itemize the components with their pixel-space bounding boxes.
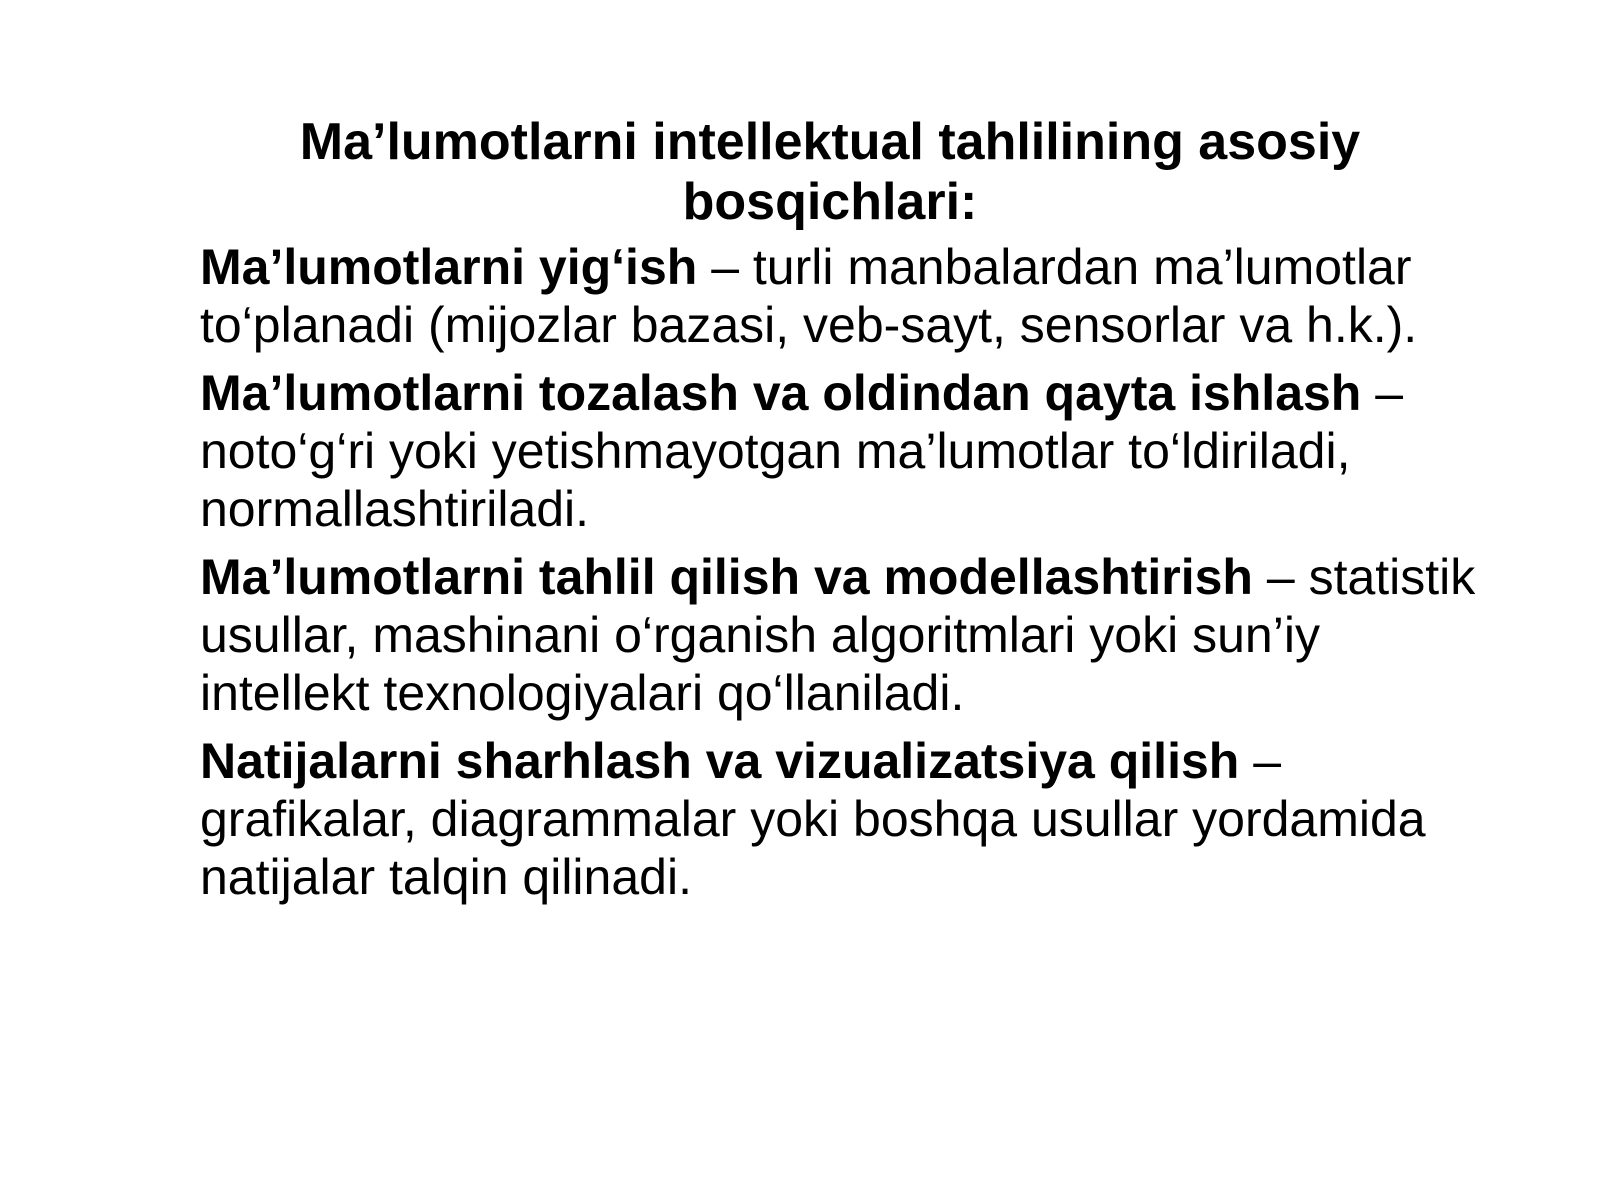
list-item <box>200 732 1480 906</box>
stage-description: – noto‘g‘ri yoki yetishmayotgan ma’lumotlar to‘ldiriladi, normallashtiriladi. <box>200 365 1404 537</box>
stage-term: Ma’lumotlarni yig‘ish <box>200 239 698 295</box>
stage-description: – turli manbalardan ma’lumotlar to‘planadi (mijozlar bazasi, veb-sayt, sensorlar va h.k.). <box>200 239 1418 353</box>
slide-title: Ma’lumotlarni intellektual tahlilining asosiy bosqichlari: <box>299 113 1361 231</box>
list-item <box>200 238 1480 354</box>
stages-list <box>200 238 1480 916</box>
stage-term: Natijalarni sharhlash va vizualizatsiya qilish <box>200 733 1240 789</box>
stage-description: – grafikalar, diagrammalar yoki boshqa usullar yordamida natijalar talqin qilinadi. <box>200 733 1426 905</box>
list-item <box>200 364 1480 538</box>
stage-description: – statistik usullar, mashinani o‘rganish algoritmlari yoki sun’iy intellekt texnologiyalari qo‘llaniladi. <box>200 549 1476 721</box>
stage-term: Ma’lumotlarni tahlil qilish va modellashtirish <box>200 549 1253 605</box>
list-item <box>200 548 1480 722</box>
stage-term: Ma’lumotlarni tozalash va oldindan qayta ishlash <box>200 365 1362 421</box>
